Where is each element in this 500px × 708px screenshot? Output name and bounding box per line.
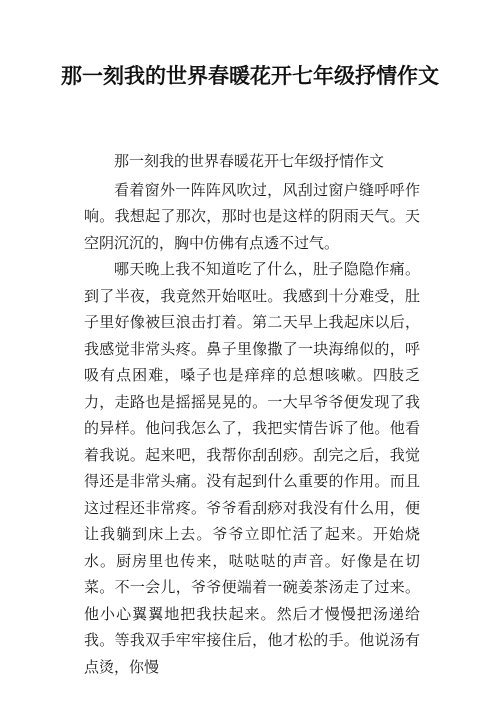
paragraph-2: 哪天晚上我不知道吃了什么，肚子隐隐作痛。到了半夜，我竟然开始呕吐。我感到十分难受，肚子里好像被巨浪击打着。第二天早上我起床以后，我感觉非常头疼。鼻子里像撒了一块海绵似的，呼吸有点困难，嗓子也是痒痒的总想咳嗽。四肢乏力，走路也是摇摇晃晃的。一大早爷爷便发现了我的异样。他问我怎么了，我把实情告诉了他。他看着我说。起来吧，我帮你刮刮痧。刮完之后，我觉得还是非常头痛。没有起到什么重要的作用。而且这过程还非常疼。爷爷看刮痧对我没有什么用，便让我躺到床上去。爷爷立即忙活了起来。开始烧水。厨房里也传来，哒哒哒的声音。好像是在切菜。不一会儿，爷爷便端着一碗姜茶汤走了过来。他小心翼翼地把我扶起来。然后才慢慢把汤递给我。等我双手牢牢接住后，他才松的手。他说汤有点烫，你慢: [84, 260, 420, 676]
document-body: [84, 148, 420, 680]
document-title: 那一刻我的世界春暖花开七年级抒情作文: [61, 64, 439, 88]
essay-subtitle: 那一刻我的世界春暖花开七年级抒情作文: [114, 152, 385, 170]
paragraph-1: 看着窗外一阵阵风吹过，风刮过窗户缝呼呼作响。我想起了那次，那时也是这样的阴雨天气。天空阴沉沉的，胸中仿佛有点透不过气。: [84, 180, 420, 252]
